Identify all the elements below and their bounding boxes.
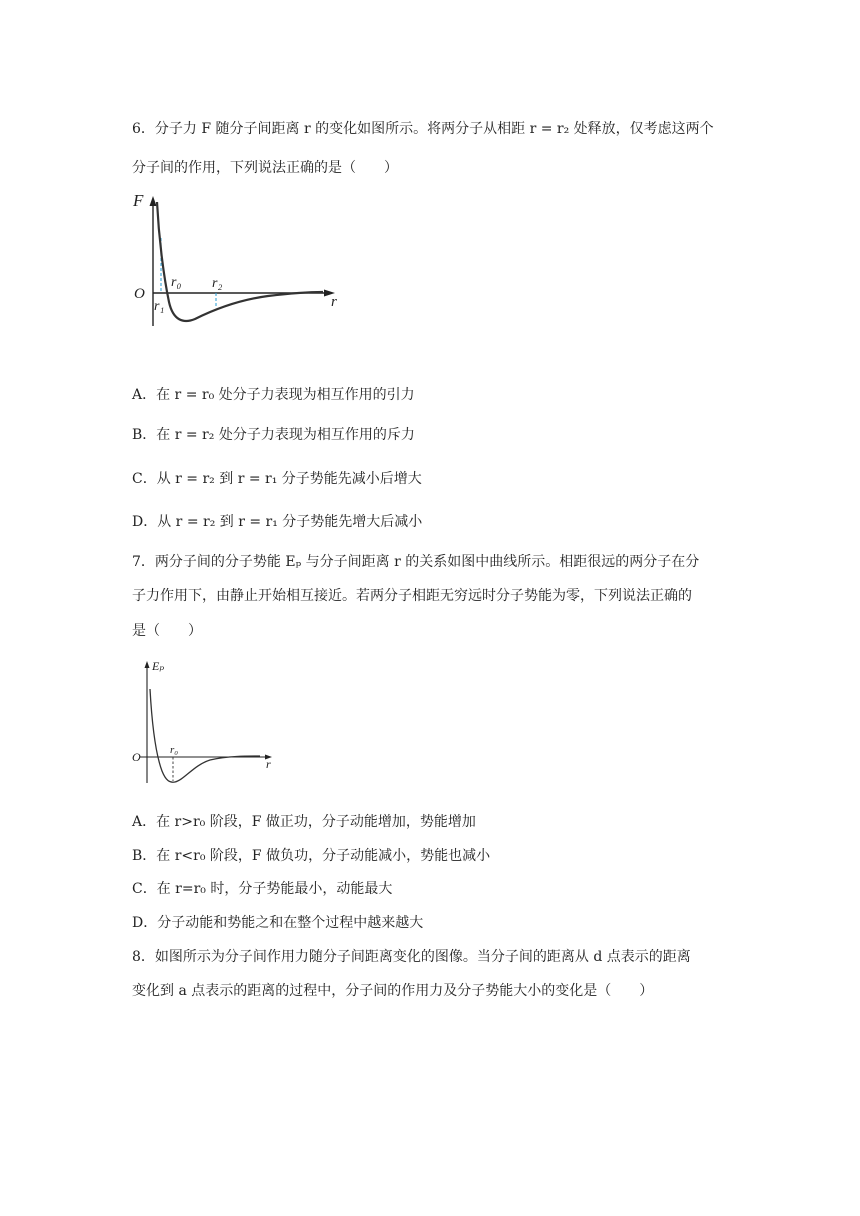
q8-stem-line2: 变化到 a 点表示的距离的过程中，分子间的作用力及分子势能大小的变化是（ ）	[132, 983, 654, 999]
q6-label-r2: r₂	[212, 276, 223, 291]
q7-y-arrow	[145, 661, 150, 668]
q6-y-arrow	[150, 196, 157, 206]
q6-stem-line1: 6．分子力 F 随分子间距离 r 的变化如图所示。将两分子从相距 r = r₂ 处释放，仅考虑这两个	[132, 121, 714, 137]
q7-label-r0: r₀	[170, 744, 179, 756]
q7-option-b: B．在 r<r₀ 阶段，F 做负功，分子动能减小，势能也减小	[132, 848, 491, 864]
q6-label-origin: O	[134, 286, 145, 302]
q6-label-r-axis: r	[331, 294, 337, 310]
q6-stem-line2: 分子间的作用，下列说法正确的是（ ）	[132, 160, 398, 176]
q7-stem-line2: 子力作用下，由静止开始相互接近。若两分子相距无穷远时分子势能为零，下列说法正确的	[132, 588, 692, 604]
q6-option-a: A．在 r = r₀ 处分子力表现为相互作用的引力	[132, 387, 415, 403]
q7-potential-graph	[128, 655, 278, 790]
q6-label-r0: r₀	[171, 275, 182, 290]
q6-force-curve	[157, 202, 323, 321]
q6-option-b: B．在 r = r₂ 处分子力表现为相互作用的斥力	[132, 427, 415, 443]
q7-potential-curve	[150, 689, 260, 782]
q7-stem-line3: 是（ ）	[132, 623, 202, 639]
q7-option-d: D．分子动能和势能之和在整个过程中越来越大	[132, 915, 424, 931]
q6-label-r1: r₁	[154, 299, 165, 314]
q6-option-c: C．从 r = r₂ 到 r = r₁ 分子势能先减小后增大	[132, 471, 422, 487]
q7-label-origin: O	[132, 750, 141, 764]
q7-stem-line1: 7．两分子间的分子势能 Eₚ 与分子间距离 r 的关系如图中曲线所示。相距很远的两分子在分	[132, 554, 700, 570]
q8-stem-line1: 8．如图所示为分子间作用力随分子间距离变化的图像。当分子间的距离从 d 点表示的距离	[132, 949, 691, 965]
q7-option-c: C．在 r=r₀ 时，分子势能最小，动能最大	[132, 881, 393, 897]
q7-label-Ep: Eₚ	[152, 659, 165, 673]
q6-option-d: D．从 r = r₂ 到 r = r₁ 分子势能先增大后减小	[132, 514, 423, 530]
q6-label-F: F	[133, 191, 144, 210]
q7-option-a: A．在 r>r₀ 阶段，F 做正功，分子动能增加，势能增加	[132, 814, 476, 830]
q7-label-r-axis: r	[266, 757, 271, 771]
q6-force-graph	[128, 186, 358, 336]
